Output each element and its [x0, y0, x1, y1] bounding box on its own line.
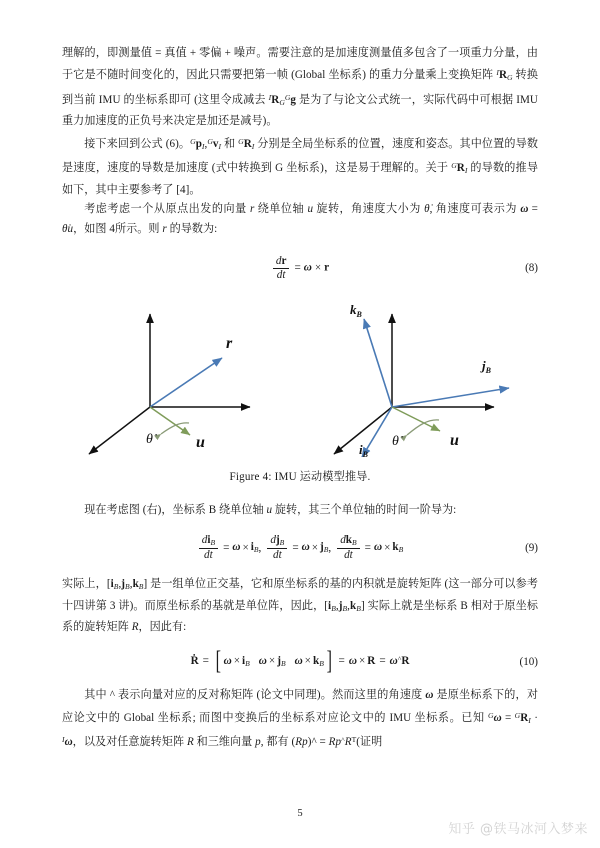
eq10-c1-omega: ω [223, 655, 232, 668]
paragraph-3-text-e: 旋转，角速度大小为 [313, 203, 425, 216]
p5-j-2-sub: B [342, 603, 348, 613]
eq9-t1-rhs-v: i [250, 541, 254, 554]
paragraph-1 [62, 44, 538, 132]
page-number: 5 [297, 808, 303, 819]
eq9-eq-3: = [364, 541, 371, 554]
p6-omega-3: ω [64, 736, 73, 749]
figure-4-caption: Figure 4: IMU 运动模型推导. [229, 471, 371, 484]
eq10-c2-v: j [277, 655, 281, 668]
sub-I-4: I [464, 166, 468, 176]
sub-I-2: I [218, 141, 222, 151]
equation-10-number: (10) [519, 655, 538, 668]
equation-8-body [271, 255, 329, 281]
sub-I-1: I [201, 141, 205, 151]
p6-caret: ^ [341, 735, 345, 745]
p5-i-2-sub: B [331, 603, 336, 613]
figure-4-graphic [62, 297, 538, 457]
eq9-t3-v: k [345, 534, 353, 547]
p6-Rp-2: Rp [328, 736, 342, 749]
eq10-r1-cross: × [358, 655, 366, 668]
p5-j-1: j [121, 578, 126, 591]
p6-omega-1: ω [425, 689, 434, 702]
vector-g-1: g [290, 94, 297, 107]
eq10-eq-2: = [338, 655, 345, 668]
sup-G-2c: G [238, 136, 244, 146]
eq9-t2-sub: B [279, 538, 285, 548]
equation-8-omega: ω [303, 261, 312, 274]
p6-sub-I-1: I [528, 715, 531, 725]
p5-i-1-sub: B [113, 582, 119, 592]
matrix-R-2: R [271, 94, 280, 107]
p6-matrix-R: R [520, 711, 529, 724]
eq10-c1-sub: B [245, 659, 250, 669]
paragraph-6-text-x: (证明 [356, 736, 383, 749]
paragraph-6-text-m: ，以及对任意旋转矩阵 [72, 736, 187, 749]
paragraph-4-text-a: 现在考虑图 (右)，坐标系 B 绕单位轴 [84, 504, 267, 517]
right-vector-jB [392, 388, 509, 407]
eq9-t1-rhs-sub: B [253, 545, 259, 555]
watermark: 知乎 @铁马冰河入梦来 [448, 822, 588, 837]
paragraph-3-eq: = [528, 203, 538, 216]
paragraph-2-text-m: 分别是全局坐标系的位置，速度和姿态。其中位置的导数是速度，速度的导数是加速度 (式中转换到 G 坐标系)，这是易于理解的。关于 [62, 137, 538, 175]
eq10-r1-R: R [367, 655, 376, 668]
matrix-R-4: R [456, 162, 465, 175]
paragraph-2-text-q: 的导数的推导如下，其中主要参考了 [4]。 [62, 162, 539, 196]
paragraph-2-text-i: 和 [221, 137, 239, 150]
eq9-t1-sub: B [210, 538, 216, 548]
eq9-t1-cross: × [242, 541, 249, 554]
right-axis-depth [334, 407, 392, 454]
left-label-u: u [196, 434, 205, 452]
eq10-c3-cross: × [304, 655, 311, 668]
eq9-t2-cross: × [311, 541, 319, 554]
eq10-bracket-right: ] [326, 646, 332, 676]
paragraph-5-text-u: ，因此有: [138, 621, 187, 633]
p6-eq-1: = [501, 711, 515, 724]
equation-8-equals: = [294, 261, 301, 274]
eq9-t3-rhs-v: k [392, 541, 399, 554]
equation-8-denominator: dt [276, 268, 286, 281]
p5-k-1: k [132, 578, 139, 591]
eq10-eq-3: = [379, 655, 386, 668]
p5-j-1-sub: B [125, 582, 130, 592]
eq9-t3-omega: ω [373, 541, 383, 554]
paragraph-1-text-a: 理解的，即测量值 = 真值 + 零偏 + 噪声。需要注意的是加速度测量值多包含了一项重力分量，由于它是不随时间变化的，因此只需要把第一帧 (Global 坐标系) 的重力分量乘上变换矩阵 [62, 47, 538, 82]
paragraph-6-text-s: )^ = [307, 736, 329, 749]
eq10-c2-omega: ω [258, 655, 267, 668]
var-thetadot-1: θ̇ [424, 203, 430, 216]
eq10-c3-v: k [312, 655, 320, 668]
equation-10 [62, 646, 538, 676]
eq9-t1-d: d [201, 534, 208, 547]
eq9-t2-omega: ω [301, 541, 310, 554]
eq9-t1-omega: ω [232, 541, 241, 554]
matrix-R-3: R [243, 137, 252, 150]
figure-right-panel [334, 314, 509, 457]
paragraph-2-text-a: 接下来回到公式 (6)。 [84, 137, 191, 150]
eq9-t3-cross: × [384, 541, 391, 554]
p5-k-2: k [350, 599, 357, 612]
eq9-t2-v: j [275, 534, 280, 547]
sup-G-1: G [284, 92, 291, 102]
right-label-u: u [450, 432, 459, 450]
paragraph-6-text-a: 其中 ^ 表示向量对应的反对称矩阵 (论文中同理)。然而这里的角速度 [84, 689, 426, 702]
eq10-bracket-left: [ [215, 646, 221, 676]
sub-G-1: G [507, 73, 513, 83]
equation-9-frac-2 [267, 534, 287, 561]
eq9-eq-2: = [292, 541, 299, 554]
paragraph-2 [62, 132, 538, 200]
equation-9-frac-1 [199, 534, 218, 561]
equation-9-frac-3 [337, 534, 359, 561]
paragraph-1-text-e: 转换到当前 IMU 的坐标系即可 (这里令成减去 [62, 69, 538, 107]
sub-G-2: G [279, 97, 285, 107]
eq9-sep-1: , [258, 541, 262, 554]
var-thetadot-u: θ̇u [62, 222, 74, 235]
equation-8-fraction [273, 255, 290, 281]
paragraph-5 [62, 575, 538, 637]
vector-p: p [195, 137, 202, 150]
p5-i-1: i [110, 578, 114, 591]
page-content [62, 44, 538, 753]
left-vector-r [150, 358, 222, 407]
equation-10-body [190, 646, 410, 676]
paragraph-1-text-k: 是为了与论文公式统一，实际代码中可根据 IMU 重力加速度的正负号来决定是加还是减号)。 [62, 94, 538, 128]
eq10-c1-cross: × [233, 655, 241, 668]
eq9-sep-2: , [328, 541, 332, 554]
left-vector-u [150, 407, 190, 435]
eq10-lhs: Ṙ [190, 655, 199, 668]
vector-v: v [212, 137, 219, 150]
right-label-kB: $k_B$ [350, 302, 362, 320]
eq10-c2-cross: × [268, 655, 276, 668]
eq9-eq-1: = [223, 541, 230, 554]
p6-var-R: R [186, 736, 194, 749]
matrix-R-1: R [498, 69, 507, 82]
paragraph-5-text-a: 实际上，[ [62, 578, 111, 591]
paragraph-3-text-c: 绕单位轴 [254, 203, 308, 216]
eq10-r2-omega: ω [389, 655, 398, 668]
eq9-t3-sub: B [352, 538, 357, 548]
var-r-2: r [162, 222, 167, 235]
p5-j-2: j [338, 599, 343, 612]
equation-9-number: (9) [525, 541, 538, 554]
equation-8 [62, 255, 538, 281]
paragraph-5-text-j: ] 是一组单位正交基，它和原坐标系的基的内积就是旋转矩阵 (这一部分可以参考十四讲第 3 讲)。而原坐标系的基就是单位阵，因此，[ [62, 578, 539, 612]
right-label-iB: $i_B$ [359, 442, 368, 458]
paragraph-3-text-a: 考虑考虑一个从原点出发的向量 [84, 203, 251, 216]
p5-comma-4: , [347, 599, 350, 612]
eq9-t3-d: d [340, 534, 346, 547]
left-axis-depth [89, 407, 150, 454]
p5-k-2-sub: B [356, 603, 361, 613]
p6-sup-I-1: I [62, 735, 65, 745]
right-vector-kB [364, 319, 392, 407]
p5-comma-3: , [335, 599, 339, 612]
left-label-thetadot: θ̇ [146, 432, 153, 448]
paragraph-6-text-o: 和三维向量 [193, 736, 256, 749]
eq10-r1-omega: ω [348, 655, 357, 668]
p6-Rp-1: Rp [295, 736, 308, 749]
paragraph-3-text-m: 的导数为: [166, 222, 218, 235]
equation-8-r: r [324, 261, 330, 274]
eq9-t1-v: i [207, 534, 211, 547]
eq10-c2-sub: B [280, 659, 286, 669]
paragraph-6-text-c: 是原坐标系下的，对应论文中的 Global 坐标系; 而图中变换后的坐标系对应论文中的 IMU 坐标系。已知 [62, 689, 538, 724]
equation-8-number: (8) [525, 262, 538, 275]
p6-omega-2: ω [493, 711, 502, 724]
eq10-eq-1: = [202, 655, 209, 668]
paragraph-5-text-s: ] 实际上就是坐标系 B 相对于原坐标系的旋转矩阵 [62, 599, 538, 633]
paragraph-6-text-q: , 都有 ( [260, 736, 296, 749]
eq10-c3-sub: B [319, 659, 324, 669]
p5-comma-2: , [129, 578, 133, 591]
p6-R-T: R [344, 736, 352, 749]
right-label-jB: $j_B$ [482, 358, 491, 376]
p6-dot: · [530, 711, 538, 724]
p6-sup-G-1: G [488, 710, 494, 720]
left-label-r: r [226, 335, 233, 353]
sup-G-2a: G [190, 136, 196, 146]
eq10-r2-R: R [401, 655, 410, 668]
eq10-r2-caret: ^ [397, 654, 402, 664]
p6-var-p: p [255, 736, 261, 749]
paragraph-4 [62, 501, 538, 520]
eq9-t3-rhs-sub: B [398, 545, 404, 555]
eq9-t1-den: dt [204, 548, 213, 561]
eq10-c1-v: i [242, 655, 246, 668]
var-u-1: u [307, 203, 314, 216]
var-omega-1: ω [520, 203, 529, 216]
eq9-t2-rhs-sub: B [323, 545, 329, 555]
paragraph-3-text-g: , 角速度可表示为 [429, 203, 521, 216]
equation-8-cross: × [314, 261, 322, 274]
eq9-t3-den: dt [344, 548, 353, 561]
right-label-thetadot: θ̇ [392, 434, 399, 450]
p5-var-R: R [131, 621, 139, 633]
comma-1: , [204, 137, 208, 150]
sup-G-2d: G [451, 161, 457, 171]
figure-4 [62, 297, 538, 484]
eq9-t2-d: d [270, 534, 276, 547]
sup-G-2b: G [207, 136, 213, 146]
p6-sup-T: T [351, 735, 357, 745]
paragraph-4-text-c: 旋转，其三个单位轴的时间一阶导为: [272, 504, 457, 517]
paragraph-3-text-k: ，如图 4所示。则 [73, 222, 163, 235]
p6-sup-G-2: G [514, 710, 521, 720]
p5-i-2: i [328, 599, 332, 612]
var-r-1: r [250, 203, 255, 216]
equation-8-numerator: dr [273, 255, 290, 269]
equation-9-body [197, 534, 404, 561]
eq9-t2-rhs-v: j [320, 541, 324, 554]
paragraph-6 [62, 686, 538, 752]
eq9-t2-den: dt [272, 548, 282, 561]
paragraph-3 [62, 200, 538, 239]
sub-I-3: I [251, 141, 255, 151]
sup-I-1: I [496, 68, 499, 78]
sup-I-2: I [268, 92, 272, 102]
p5-k-1-sub: B [138, 582, 144, 592]
p5-comma-1: , [118, 578, 122, 591]
var-u-2: u [266, 504, 273, 517]
equation-9 [62, 534, 538, 561]
eq10-c3-omega: ω [294, 655, 303, 668]
